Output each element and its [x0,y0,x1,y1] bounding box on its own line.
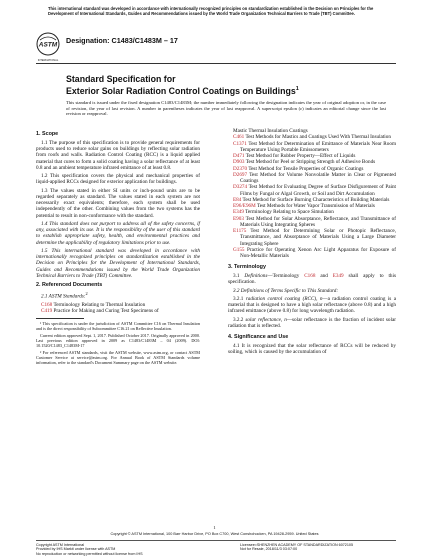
section-heading-significance: 4. Significance and Use [228,334,289,340]
reference-link[interactable]: D3274 [233,184,248,191]
title-footnote-ref[interactable]: 1 [295,86,299,92]
reference-link[interactable]: D903 [233,159,245,166]
reference-title: Test Method for Solar Absorptance, Reflectance, and Transmittance of Materials Using Integrating Spheres [240,215,396,228]
reference-title: Test Method for Tensile Properties of Organic Coatings [247,165,364,172]
license-line: Provided by IHS Markit under license with ASTM [36,547,116,552]
para-1-2: 1.2 This specification covers the physical and mechanical properties of liquid-applied RCCs designed for exterior application for buildings. [36,173,200,186]
svg-text:ASTM: ASTM [38,41,58,49]
reference-title: Test Method for Evaluating Degree of Surface Disfigurement of Paint Films by Fungal or Algal Growth, or Soil and Dirt Accumulation [240,184,396,197]
para-3-2-1 [228,296,396,315]
license-line: Copyright ASTM International [36,543,85,547]
reference-link[interactable]: E1175 [233,228,247,234]
reference-link[interactable]: C1371 [233,140,247,147]
section-heading-references: 2. Referenced Documents [36,282,103,288]
license-info-right [240,543,353,552]
footnote-divider [36,318,84,319]
license-line: Not for Resale, 2018/11/3 03:07:00 [240,547,298,552]
title-block [66,74,386,96]
reference-item [233,216,396,229]
para-1-5: 1.5 This international standard was developed in accordance with internationally recognized principles on standardization established in the Decision on Principles for the Development of International Standards, Guides and Recommendations issued by the World Trade Organization Technical Barriers to Trade (TBT) Committee. [36,247,200,279]
para-3-1 [228,273,396,286]
para-3-2-2-text: —solar reflectance is the fraction of incident solar radiation that is reflected. [228,316,396,329]
header-divider [36,63,396,64]
reference-link[interactable]: C419 [41,307,53,314]
reference-title: Test Method for Determination of Emittance of Materials Near Room Temperature Using Portable Emissometers [240,140,396,153]
reference-title: Test Methods for Water Vapor Transmission of Materials [255,203,375,209]
reference-link[interactable]: C168 [304,273,316,279]
para-3-1-post: shall apply to this specification. [228,273,396,286]
reference-title: Terminology Relating to Space Simulation [243,209,334,216]
para-3-1-num: 3.1 [233,273,245,279]
license-info-left [36,543,143,556]
standard-type: Standard Specification for [66,74,176,84]
para-3-2-2 [228,317,396,330]
copyright-line: Copyright © ASTM International, 100 Barr Harbor Drive, PO Box C700, West Conshohocken, PA 19428-2959. United States [110,532,319,536]
refs-footnote-ref[interactable]: 2 [85,290,88,296]
reference-link[interactable]: E349 [332,273,344,279]
para-3-1-mid: —Terminology [267,273,305,279]
reference-item [233,228,396,247]
reference-item [233,141,396,154]
footnote-2: ² For referenced ASTM standards, visit the ASTM website, www.astm.org, or contact ASTM Customer Service at service@astm.org. For Annual Book of ASTM Standards volume information, refer to the standard's Document Summary page on the ASTM website. [36,349,200,365]
refs-intro-text: 2.1 ASTM Standards: [41,293,86,300]
reference-title: Test Method for Determining Solar or Photopic Reflectance, Transmittance, and Absorptance of Materials Using a Large Diameter Integrating Sphere [240,228,396,247]
reference-title: Practice for Operating Xenon Arc Light Apparatus for Exposure of Non-Metallic Materials [240,246,396,259]
reference-link[interactable]: E96/E96M [233,203,256,209]
right-column [228,128,396,357]
reference-link[interactable]: E84 [233,196,242,203]
page-title-text: Exterior Solar Radiation Control Coatings on Buildings [66,85,296,96]
svg-text:INTERNATIONAL: INTERNATIONAL [37,59,59,62]
reference-item [41,308,200,314]
astm-logo [36,30,60,64]
para-3-2-2-num: 3.2.2 [233,316,246,323]
para-3-1-and: and [315,273,333,279]
para-4-1: 4.1 It is recognized that the solar reflectance of RCCs will be reduced by soiling, which is caused by the accumulation of [228,342,396,355]
reference-item [233,172,396,185]
para-3-2-1-num: 3.2.1 [233,295,246,302]
footnote-1: ¹ This specification is under the jurisdiction of ASTM Committee C16 on Thermal Insulation and is the direct responsibility of Subcommittee C16.21 on Reflective Insulation. [36,321,200,332]
footer-divider [36,540,396,541]
reference-link[interactable]: D471 [233,153,245,159]
reference-link[interactable]: C461 [233,134,245,141]
para-1-3: 1.3 The values stated in either SI units or inch-pound units are to be regarded separately as standard. The values stated in each system are not necessarily exact equivalents; therefore, each system shall be used independently of the other. Combining values from the two systems has the potential to result in non-conformance with the standard. [36,187,200,219]
license-line: No reproduction or networking permitted without license from IHS [36,551,143,556]
reference-link[interactable]: C168 [41,301,53,308]
page-title [66,84,386,96]
designation: Designation: C1483/C1483M – 17 [66,36,178,45]
reference-title: Practice for Making and Curing Test Specimens of [52,307,159,314]
para-3-2: 3.2 Definitions of Terms Specific to This Standard: [233,287,339,294]
reference-link[interactable]: E349 [233,209,244,216]
para-3-1-label: Definitions [244,273,268,279]
reference-title: Test Method for Peel or Stripping Strength of Adhesive Bonds [244,159,376,166]
para-1-1: 1.1 The purpose of this specification is to provide general requirements for products used to reduce solar gains on buildings by reflecting solar radiation from roofs and walls. Radiation Control Coating (RCC) is a liquid applied material that cures to form a solid coating having a solar reflectance of at least 0.8 and an ambient temperature infrared emittance of at least 0.8. [36,139,200,171]
left-column [36,128,200,366]
reference-link[interactable]: E903 [233,215,244,222]
reference-link[interactable]: G155 [233,246,245,253]
reference-title: Test Method for Surface Burning Characteristics of Building Materials [241,196,390,203]
reference-title: Mastic Thermal Insulation Coatings [233,128,308,134]
reference-item [233,247,396,260]
section-heading-terminology: 3. Terminology [228,264,266,271]
reference-link[interactable]: D2370 [233,165,248,172]
license-line: Licensee=SHENZHEN ACADEMY OF STANDARDIZATION 6072105 [240,543,354,547]
reference-title: Test Method for Volume Nonvolatile Matter in Clear or Pigmented Coatings [240,171,396,184]
page-number: 1 [213,525,216,530]
para-1-4: 1.4 This standard does not purport to address all of the safety concerns, if any, associated with its use. It is the responsibility of the user of this standard to establish appropriate safety, health, and environmental practices and determine the applicability of regulatory limitations prior to use. [36,220,200,246]
reference-link[interactable]: D2697 [233,171,248,178]
reference-title: Test Method for Rubber Property—Effect of Liquids [244,153,356,159]
reference-item [233,184,396,197]
issued-note: This standard is issued under the fixed designation C1483/C1483M; the number immediately following the designation indicates the year of original adoption or, in the case of revision, the year of last revision. A number in parentheses indicates the year of last reapproval. A superscript epsilon (ε) indicates an editorial change since the last revision or reapproval. [66,100,386,117]
reference-title: Test Methods for Mastics and Coatings Used With Thermal Insulation [244,134,391,141]
refs-intro [36,291,200,300]
section-heading-scope: 1. Scope [36,131,59,137]
term-solar-reflectance: solar reflectance, n [245,316,287,323]
reference-title: Terminology Relating to Thermal Insulation [52,301,146,308]
footnote-1-edition: Current edition approved Sept. 1, 2017. Published October 2017. Originally approved in 2000. Last previous edition approved in 2009 as C1483/C1483M – 04 (2009). DOI: 10.1520/C1483_C1483M-17 [36,332,200,349]
term-rcc: radiation control coating (RCC), n [245,295,323,302]
tbt-notice: This international standard was developed in accordance with internationally recognized principles on standardization established in the Decision on Principles for the Development of International Standards, Guides and Recommendations issued by the World Trade Organization Technical Barriers to Trade (TBT) Committee. [48,6,374,17]
para-3-2-1-text: —a radiation control coating is a material that is designed to have a high solar reflectance (above 0.8) and a high infrared emittance (above 0.8) for long wavelength radiation. [228,295,397,315]
